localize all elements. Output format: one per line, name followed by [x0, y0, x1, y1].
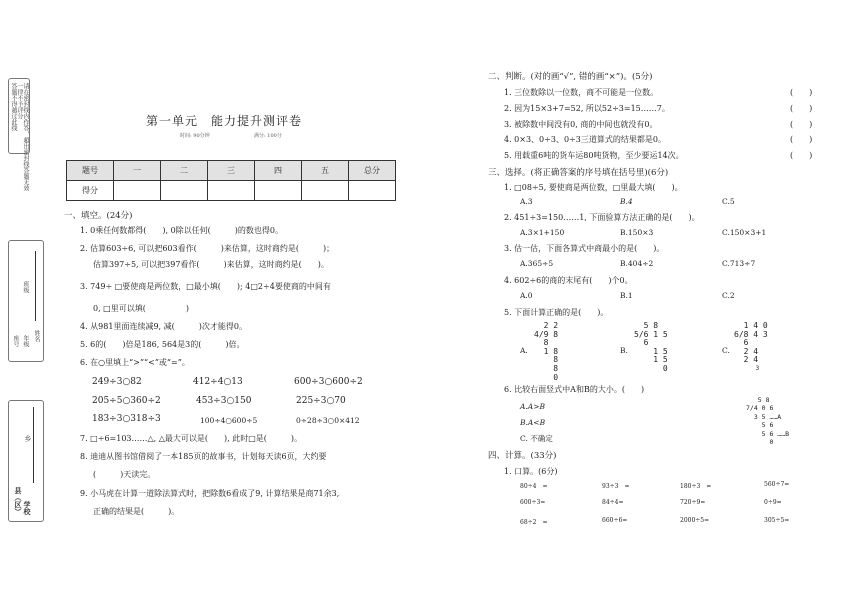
- section2-heading: 二、判断。(对的画“√”, 错的画“×”)。(5分): [488, 72, 653, 82]
- oral-item: 2000÷5=: [680, 517, 710, 524]
- div-line: 0: [634, 363, 668, 373]
- compare-item: 205÷5○360÷2: [92, 396, 161, 406]
- option-label-c: C.: [722, 346, 730, 355]
- oral-item: 0÷9=: [764, 499, 782, 506]
- school-box: [8, 400, 44, 522]
- school-line: [33, 407, 34, 483]
- choice-option: B.1: [620, 291, 633, 300]
- county-label: 县（区）: [14, 487, 23, 515]
- score-header-row: [67, 161, 396, 181]
- judge-item: 1. 三位数除以一位数，商不可能是一位数。: [504, 88, 659, 97]
- choice-q2: 2. 451÷3=150……1, 下面验算方法正确的是( )。: [504, 213, 700, 222]
- s1-q3a: 3. 749÷ □要使商是两位数，□最小填( ); 4□2÷4要使商的中间有: [80, 282, 331, 291]
- section1-heading: 一、填空。(24分): [64, 211, 133, 221]
- score-cell[interactable]: [349, 181, 396, 201]
- div-line: 8: [534, 363, 559, 373]
- class-name-box: [8, 240, 44, 362]
- div-line: 6/8 4 3: [734, 329, 768, 339]
- div-line: 3: [734, 364, 760, 372]
- class-line: [35, 251, 36, 321]
- binding-notice-2: 一律不予评分: [16, 83, 23, 119]
- score-header-cell: 一: [114, 161, 161, 181]
- compare-item: 600÷3○600÷2: [294, 377, 363, 387]
- score-table: [66, 160, 396, 201]
- oral-calc-heading: 1. 口算。(6分): [504, 467, 558, 476]
- s1-q2a: 2. 估算603÷6, 可以把603看作( )来估算，这时商约是( )；: [80, 244, 335, 253]
- binding-notice-1: 请在密封线内作答，超出密封线答题无效: [22, 83, 29, 191]
- option-label-a: A.: [520, 346, 528, 355]
- s1-q3b: 0, □里可以填( ): [93, 304, 189, 313]
- choice-option: A.365÷5: [520, 259, 554, 268]
- judge-item: 3. 被除数中间没有0, 商的中间也就没有0。: [504, 120, 658, 129]
- div-line: 3 5 ……A: [746, 412, 782, 421]
- score-value-row: [67, 181, 396, 201]
- div-line: 5/6 1 5: [634, 329, 668, 339]
- judge-answer-paren[interactable]: ( ): [790, 88, 813, 97]
- score-header-cell: 四: [255, 161, 302, 181]
- section4-heading: 四、计算。(33分): [488, 451, 557, 461]
- div-line: 2 2: [534, 321, 559, 330]
- long-division-c: [734, 322, 768, 374]
- choice-option: C.2: [722, 291, 735, 300]
- s1-q9b: 正确的结果是( )。: [93, 507, 180, 516]
- compare-item: 412÷4○13: [193, 377, 243, 387]
- section3-heading: 三、选择。(将正确答案的序号填在括号里)(6分): [488, 168, 669, 178]
- compare-item: 183÷3○318÷3: [92, 414, 161, 424]
- oral-item: 720÷9=: [680, 499, 706, 506]
- choice-option: C.150×3+1: [722, 228, 767, 237]
- judge-item: 2. 因为15×3+7=52, 所以52÷3=15……7。: [504, 104, 670, 113]
- choice-option: B.404÷2: [620, 259, 654, 268]
- town-label: 乡: [24, 435, 32, 442]
- score-header-cell: 题号: [67, 161, 114, 181]
- score-header-cell: 总分: [349, 161, 396, 181]
- div-line: 1 8: [534, 346, 559, 356]
- long-division-a: [534, 322, 558, 382]
- notice-box: [8, 78, 30, 191]
- grade-label: 年级: [22, 335, 29, 347]
- choice-option: A.3×1+150: [520, 228, 565, 237]
- div-line: 4/9 8: [534, 329, 559, 339]
- choice-q5: 5. 下面计算正确的是( )。: [504, 308, 609, 317]
- score-cell[interactable]: [255, 181, 302, 201]
- score-header-cell: 三: [208, 161, 255, 181]
- oral-item: 93÷3 =: [602, 483, 630, 490]
- oral-item: 305÷5=: [764, 517, 790, 524]
- long-division-q6: [746, 396, 789, 446]
- div-line: 5 8: [746, 396, 770, 404]
- choice-option: C.5: [722, 197, 735, 206]
- choice-option: A.A>B: [520, 402, 546, 411]
- choice-q6: 6. 比较右面竖式中A和B的大小。( ): [504, 385, 645, 394]
- score-header-cell: 二: [161, 161, 208, 181]
- oral-item: 560÷7=: [764, 481, 790, 488]
- school-label: 学校: [23, 501, 32, 515]
- oral-item: 84÷4=: [602, 499, 624, 506]
- choice-option: B.150×3: [620, 228, 654, 237]
- s1-q1: 1. 0乘任何数都得( ), 0除以任何( )的数也得0。: [80, 226, 284, 235]
- div-line: 2 4: [734, 346, 759, 356]
- judge-item: 5. 用载重6吨的货车运80吨货物，至少要运14次。: [504, 151, 684, 160]
- judge-answer-paren[interactable]: ( ): [790, 120, 813, 129]
- div-line: 1 5: [634, 346, 668, 356]
- oral-item: 600÷3=: [520, 499, 546, 506]
- choice-q1: 1. □08÷5, 要使商是两位数，□里最大填( )。: [504, 183, 683, 192]
- judge-answer-paren[interactable]: ( ): [790, 135, 813, 144]
- div-line: 8: [534, 355, 559, 365]
- s1-q7: 7. □÷6=103……△, △最大可以是( ), 此时□是( )。: [80, 434, 303, 443]
- div-line: 7/4 0 6: [746, 404, 774, 413]
- compare-item: 100÷4○600÷5: [200, 416, 258, 425]
- score-row-label: 得分: [67, 181, 114, 201]
- compare-item: 0÷28÷3○0×412: [296, 416, 360, 425]
- s1-q6: 6. 在○里填上“>”“<”或“=”。: [80, 358, 190, 367]
- seat-label: 座号: [12, 335, 19, 347]
- compare-item: 225÷3○70: [296, 396, 346, 406]
- class-label: 班级: [22, 281, 29, 293]
- compare-item: 453÷3○150: [196, 396, 252, 406]
- score-cell[interactable]: [114, 181, 161, 201]
- div-line: 0: [534, 372, 559, 382]
- s1-q2b: 估算397÷5, 可以把397看作( )来估算，这时商约是( )。: [93, 260, 329, 269]
- s1-q8b: ( )天读完。: [93, 470, 156, 479]
- choice-option: A.3: [520, 197, 533, 206]
- div-line: 0: [746, 438, 774, 447]
- name-label: 姓名: [33, 330, 40, 342]
- oral-item: 660÷6=: [602, 517, 628, 524]
- choice-q4: 4. 602÷6的商的末尾有( )个0。: [504, 276, 633, 285]
- option-label-b: B.: [620, 346, 628, 355]
- compare-item: 249÷3○82: [92, 377, 142, 387]
- choice-option: C. 不确定: [520, 434, 553, 443]
- div-line: 2 4: [734, 355, 759, 365]
- score-header-cell: 五: [302, 161, 349, 181]
- score-cell[interactable]: [161, 181, 208, 201]
- div-line: 5 6 ……B: [746, 429, 790, 438]
- page-title: 第一单元 能力提升测评卷: [146, 114, 303, 128]
- div-line: 8: [534, 338, 549, 348]
- judge-answer-paren[interactable]: ( ): [790, 151, 813, 160]
- s1-q9a: 9. 小马虎在计算一道除法算式时，把除数6看成了9, 计算结果是商71余3,: [80, 489, 340, 498]
- choice-option: A.0: [520, 291, 533, 300]
- div-line: 1 5: [634, 355, 668, 365]
- exam-full-score: 满分: 100分: [254, 133, 282, 139]
- long-division-b: [634, 322, 668, 374]
- div-line: 5 8: [634, 321, 659, 330]
- judge-answer-paren[interactable]: ( ): [790, 104, 813, 113]
- s1-q5: 5. 6的( )倍是186, 564是3的( )倍。: [80, 340, 245, 349]
- s1-q8a: 8. 迪迪从图书馆借阅了一本185页的故事书，计划每天读6页，大约要: [80, 452, 327, 461]
- div-line: 6: [634, 338, 649, 348]
- choice-q3: 3. 估一估，下面各算式中商最小的是( )。: [504, 244, 665, 253]
- oral-item: 68÷2 =: [520, 519, 548, 526]
- score-cell[interactable]: [302, 181, 349, 201]
- binding-notice-3: 答题不得越过此线: [10, 83, 17, 131]
- div-line: 1 4 0: [734, 321, 768, 330]
- s1-q4: 4. 从981里面连续减9, 减( )次才能得0。: [80, 322, 247, 331]
- choice-option: B.4: [620, 197, 633, 206]
- choice-option: C.713÷7: [722, 259, 756, 268]
- judge-item: 4. 0×3、0÷3、0÷3三道算式的结果都是0。: [504, 135, 666, 144]
- oral-item: 180÷3 =: [680, 483, 712, 490]
- choice-option: B.A<B: [520, 418, 546, 427]
- div-line: 6: [734, 338, 749, 348]
- score-cell[interactable]: [208, 181, 255, 201]
- exam-time: 时间: 90分钟: [180, 133, 210, 139]
- div-line: 5 6: [746, 421, 774, 430]
- oral-item: 80÷4 =: [520, 483, 548, 490]
